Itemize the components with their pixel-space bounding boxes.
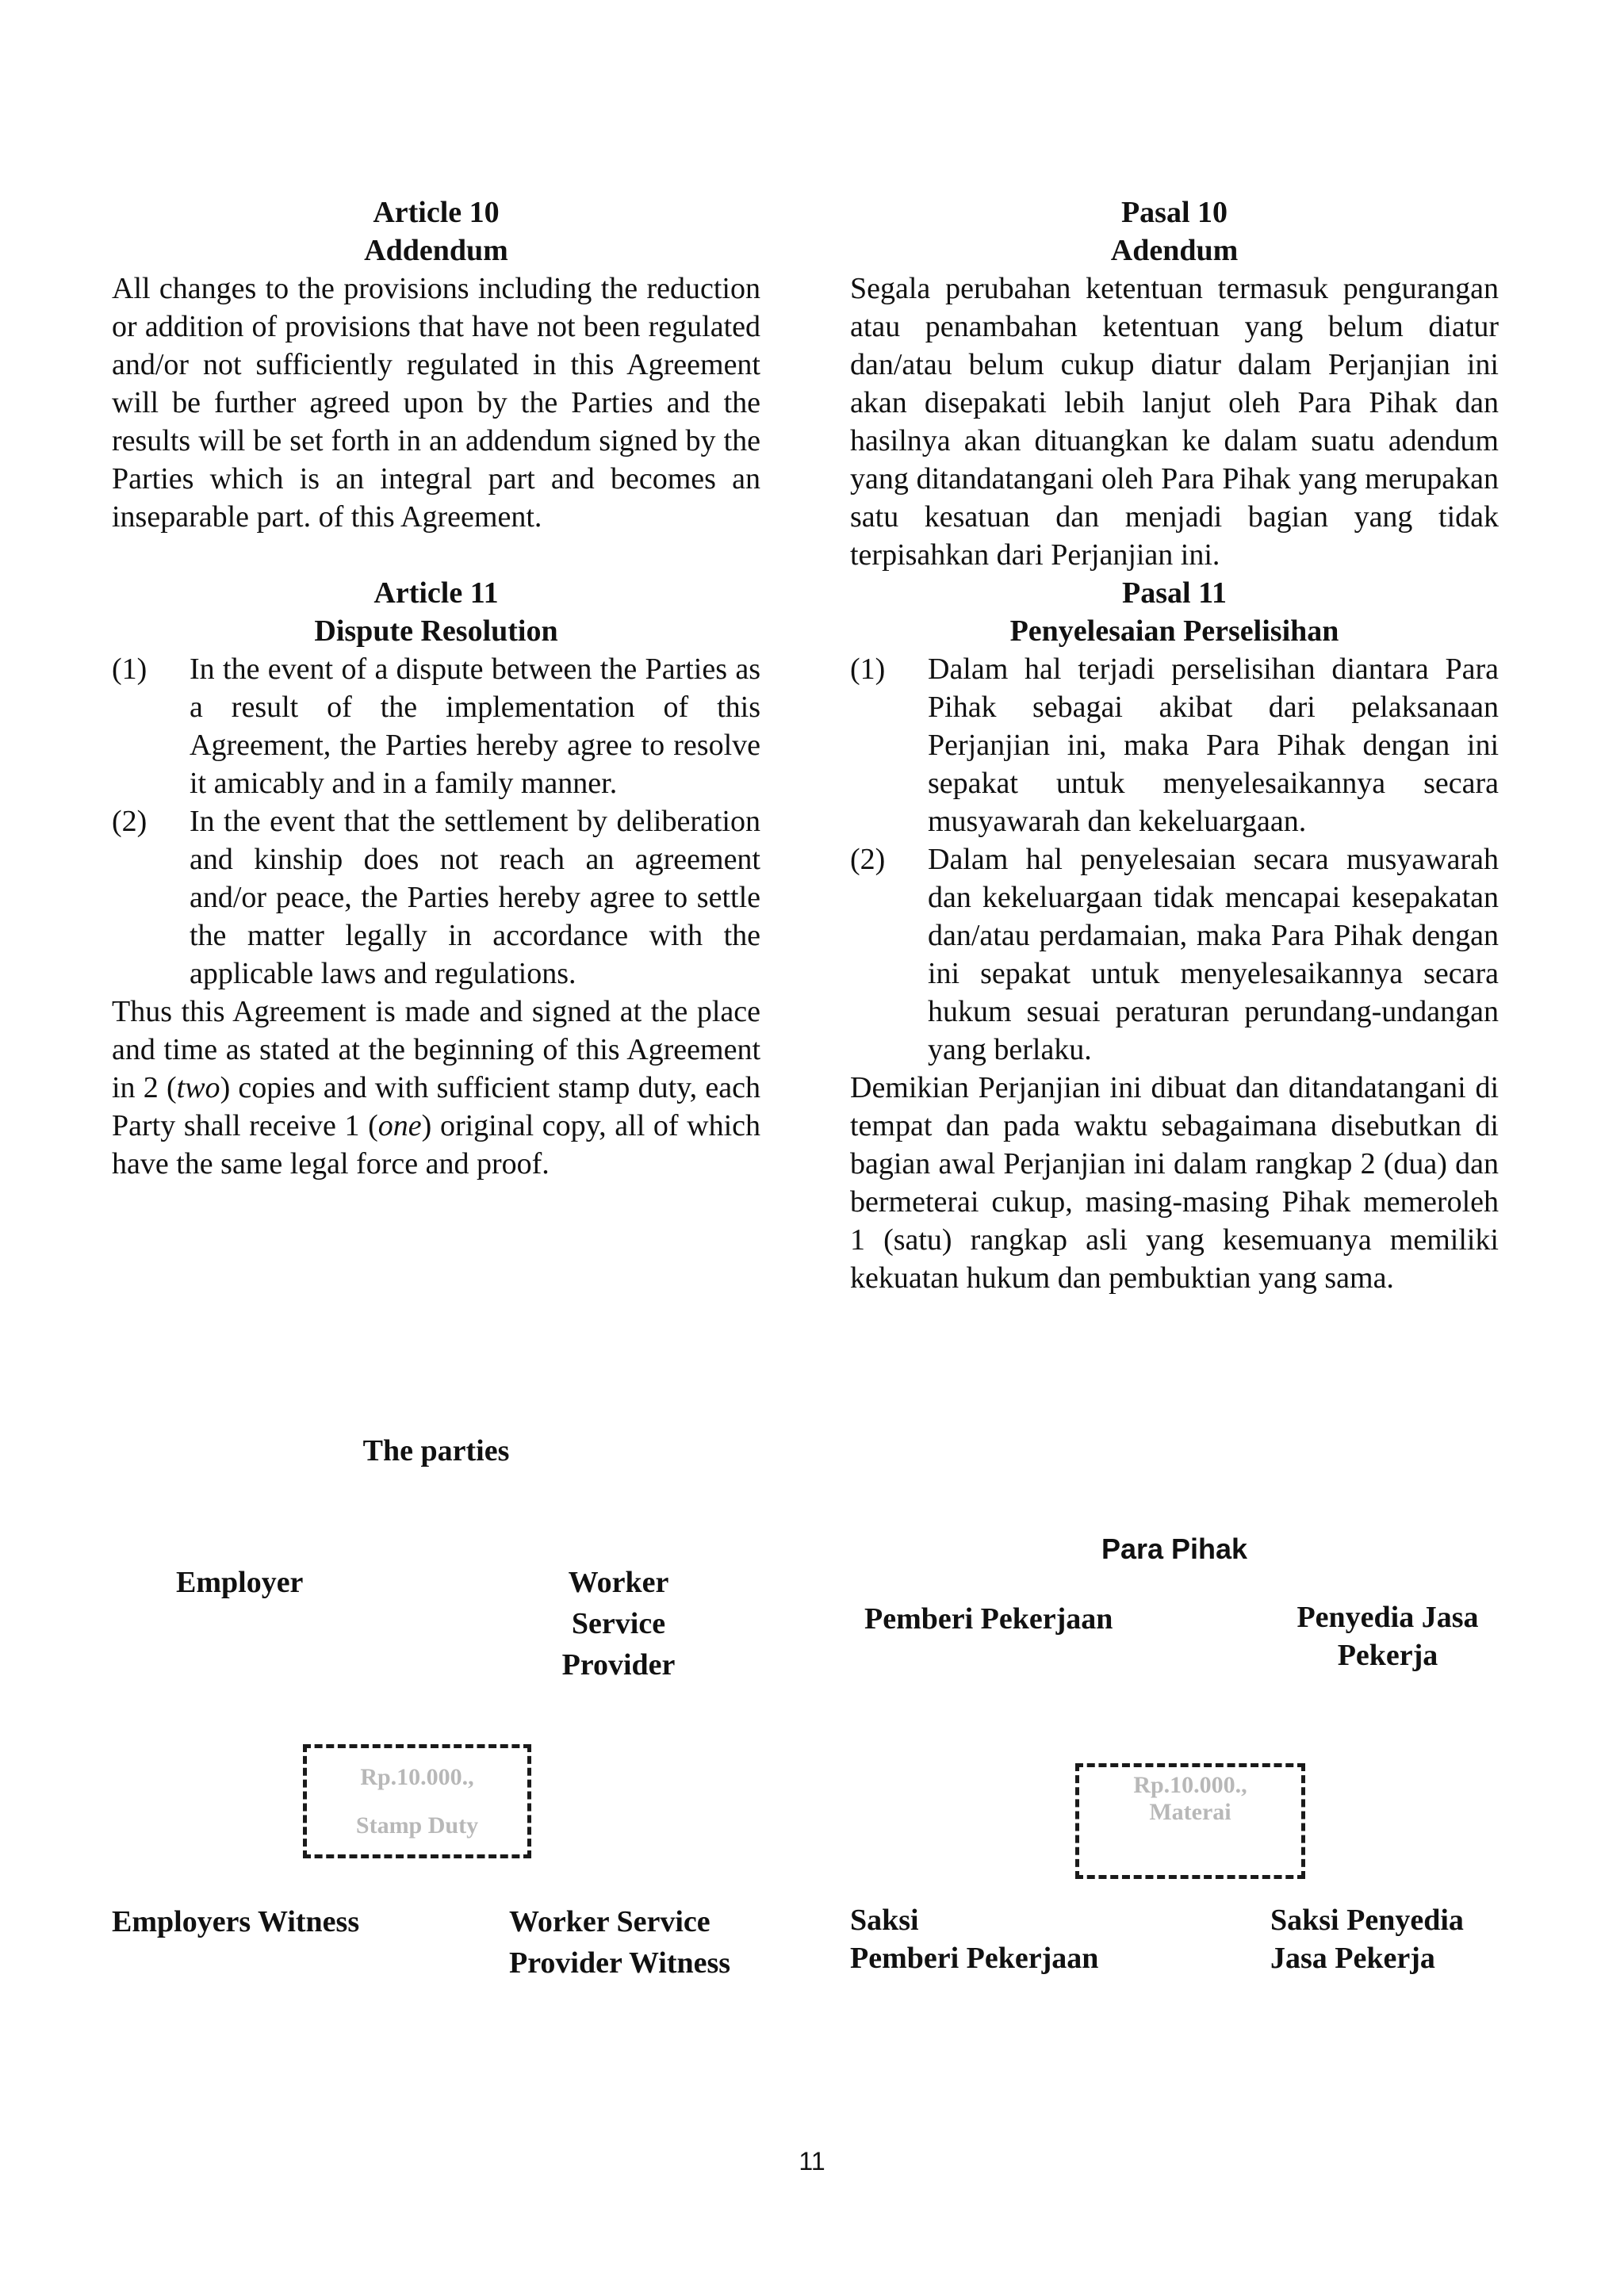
closing-emphasis: one <box>377 1109 422 1142</box>
list-item <box>112 650 760 802</box>
article-10-title: Addendum <box>364 234 508 267</box>
materai-box <box>1075 1763 1305 1879</box>
employer-label: Employer <box>176 1566 304 1599</box>
closing-paragraph: Demikian Perjanjian ini dibuat dan ditandatangani di tempat dan pada waktu sebagaimana disebutkan di bagian awal Perjanjian ini dalam rangkap 2 (dua) dan bermeterai cukup, masing-masing Pihak memeroleh 1 (satu) rangkap asli yang kesemuanya memiliki kekuatan hukum dan pembuktian yang sama. <box>850 1071 1499 1295</box>
saksi-pemberi-label <box>850 1901 1098 1977</box>
stamp-amount: Rp.10.000., <box>360 1763 474 1790</box>
provider-label-line: Provider <box>561 1648 676 1682</box>
list-item <box>112 802 760 993</box>
provider-label-line: Service <box>571 1607 666 1640</box>
saksi-penyedia-line: Saksi Penyedia <box>1270 1904 1464 1937</box>
pasal-10-number: Pasal 10 <box>1120 196 1228 229</box>
closing-text: ) original copy, all of which have the same legal force and proof. <box>112 1109 761 1181</box>
closing-emphasis: two <box>176 1071 220 1104</box>
provider-label-line: Worker <box>568 1566 669 1599</box>
stamp-label: Materai <box>1149 1799 1231 1825</box>
article-10-number: Article 10 <box>373 196 500 229</box>
stamp-duty-box <box>303 1744 531 1858</box>
provider-witness-line: Worker Service <box>509 1905 710 1938</box>
penyedia-label-line: Pekerja <box>1337 1639 1438 1672</box>
item-number: (1) <box>850 652 886 686</box>
pasal-10-title: Adendum <box>1110 234 1239 267</box>
item-number: (2) <box>850 843 886 876</box>
item-text: Dalam hal terjadi perselisihan diantara Para Pihak sebagai akibat dari pelaksanaan Perjanjian ini, maka Para Pihak dengan ini sepakat untuk menyelesaikannya secara musyawarah dan kekeluargaan. <box>928 652 1499 838</box>
article-11-list <box>112 650 760 993</box>
para-pihak-heading: Para Pihak <box>1101 1533 1248 1565</box>
list-item <box>850 650 1499 840</box>
stamp-amount: Rp.10.000., <box>1133 1772 1247 1798</box>
list-item <box>850 840 1499 1069</box>
penyedia-jasa-label <box>1261 1598 1515 1674</box>
pasal-11-number: Pasal 11 <box>1122 576 1227 610</box>
closing-paragraph <box>112 993 760 1183</box>
employer-witness-label: Employers Witness <box>112 1905 360 1938</box>
parties-heading: The parties <box>362 1434 510 1468</box>
article-11-number: Article 11 <box>373 576 499 610</box>
provider-label <box>539 1562 698 1686</box>
penyedia-label-line: Penyedia Jasa <box>1297 1601 1479 1634</box>
pasal-10-body: Segala perubahan ketentuan termasuk pengurangan atau penambahan ketentuan yang belum diatur dan/atau belum cukup diatur dalam Perjanjian ini akan disepakati lebih lanjut oleh Para Pihak dan hasilnya akan dituangkan ke dalam suatu adendum yang ditandatangani oleh Para Pihak yang merupakan satu kesatuan dan menjadi bagian yang tidak terpisahkan dari Perjanjian ini. <box>850 272 1499 572</box>
item-text: In the event of a dispute between the Parties as a result of the implementation of this Agreement, the Parties hereby agree to resolve it amicably and in a family manner. <box>190 652 760 800</box>
saksi-pemberi-line: Saksi <box>850 1904 919 1937</box>
stamp-label: Stamp Duty <box>355 1812 479 1839</box>
english-column <box>112 193 760 1183</box>
saksi-penyedia-line: Jasa Pekerja <box>1270 1942 1435 1975</box>
closing-text: ) copies and with sufficient stamp duty, each Party shall receive 1 ( <box>112 1071 760 1142</box>
provider-witness-line: Provider Witness <box>509 1946 731 1980</box>
pasal-11-title: Penyelesaian Perselisihan <box>1009 614 1339 648</box>
pemberi-pekerjaan-label: Pemberi Pekerjaan <box>864 1602 1113 1636</box>
item-text: Dalam hal penyelesaian secara musyawarah dan kekeluargaan tidak mencapai kesepakatan dan/atau perdamaian, maka Para Pihak dengan ini sepakat untuk menyelesaikannya secara hukum sesuai peraturan perundang-undangan yang berlaku. <box>928 843 1499 1066</box>
provider-witness-label <box>509 1901 730 1984</box>
page-number: 11 <box>799 2147 825 2175</box>
item-number: (2) <box>112 805 147 838</box>
article-11-title: Dispute Resolution <box>314 614 558 648</box>
closing-text: Thus this Agreement is made and signed at the place and time as stated at the beginning of this Agreement in 2 ( <box>112 995 760 1104</box>
saksi-penyedia-label <box>1270 1901 1464 1977</box>
item-number: (1) <box>112 652 147 686</box>
pasal-11-list <box>850 650 1499 1069</box>
saksi-pemberi-line: Pemberi Pekerjaan <box>850 1942 1099 1975</box>
article-10-body: All changes to the provisions including the reduction or addition of provisions that have not been regulated and/or not sufficiently regulated in this Agreement will be further agreed upon by the Parties and the results will be set forth in an addendum signed by the Parties which is an integral part and becomes an inseparable part. of this Agreement. <box>112 272 760 534</box>
indonesian-column <box>850 193 1499 1297</box>
item-text: In the event that the settlement by deliberation and kinship does not reach an agreement and/or peace, the Parties hereby agree to settle the matter legally in accordance with the applicable laws and regulations. <box>190 805 760 990</box>
